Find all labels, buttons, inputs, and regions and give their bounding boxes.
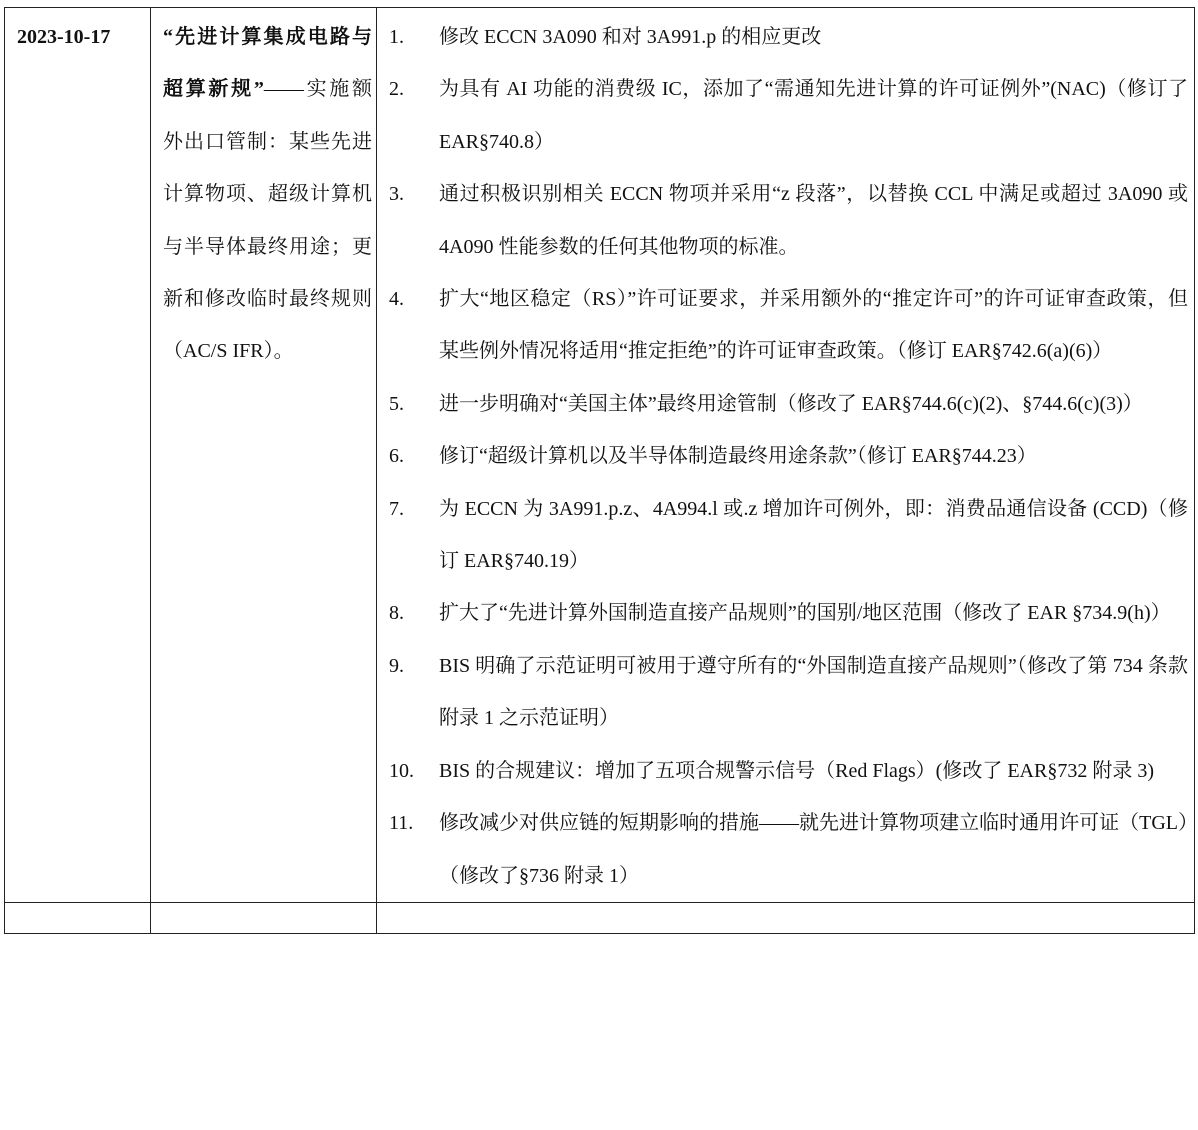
item-text: BIS 的合规建议：增加了五项合规警示信号（Red Flags）(修改了 EAR§732 附录 3) [439,759,1154,782]
item-number: 4. [389,288,404,311]
list-item [387,797,1188,902]
list-item [387,378,1188,430]
item-text: 扩大了“先进计算外国制造直接产品规则”的国别/地区范围（修改了 EAR §734.9(h)） [439,602,1171,625]
regulation-table [4,7,1195,934]
item-number: 6. [389,445,404,468]
item-text: BIS 明确了示范证明可被用于遵守所有的“外国制造直接产品规则”（修改了第 734 条款附录 1 之示范证明） [439,654,1188,730]
list-item [387,640,1188,745]
list-item [387,587,1188,639]
list-item [387,430,1188,482]
item-text: 通过积极识别相关 ECCN 物项并采用“z 段落”，以替换 CCL 中满足或超过 3A090 或 4A090 性能参数的任何其他物项的标准。 [439,183,1188,258]
item-number: 8. [389,602,404,625]
rule-title-description: ——实施额外出口管制：某些先进计算物项、超级计算机与半导体最终用途；更新和修改临时最终规则（AC/S IFR）。 [163,78,373,363]
changes-list [387,11,1188,902]
item-text: 为具有 AI 功能的消费级 IC，添加了“需通知先进计算的许可证例外”(NAC)（修订了 EAR§740.8） [439,78,1188,153]
list-item [387,273,1188,378]
empty-cell [5,902,151,933]
list-item [387,745,1188,797]
item-number: 9. [389,654,404,677]
item-number: 7. [389,497,404,520]
table-row [5,8,1195,903]
item-text: 进一步明确对“美国主体”最终用途管制（修改了 EAR§744.6(c)(2)、§744.6(c)(3)） [439,392,1143,415]
changes-cell [377,8,1195,903]
list-item [387,168,1188,273]
title-cell [151,8,377,903]
item-text: 修订“超级计算机以及半导体制造最终用途条款”（修订 EAR§744.23） [439,445,1037,468]
list-item [387,63,1188,168]
item-text: 修改 ECCN 3A090 和对 3A991.p 的相应更改 [439,26,822,48]
date-cell [5,8,151,903]
rule-date: 2023-10-17 [17,26,111,48]
item-number: 2. [389,78,404,101]
item-text: 修改减少对供应链的短期影响的措施——就先进计算物项建立临时通用许可证（TGL）（修改了§736 附录 1） [439,812,1188,887]
item-text: 扩大“地区稳定（RS）”许可证要求，并采用额外的“推定许可”的许可证审查政策，但某些例外情况将适用“推定拒绝”的许可证审查政策。（修订 EAR§742.6(a)(6)） [439,288,1188,363]
item-number: 5. [389,392,404,415]
item-number: 1. [389,26,404,48]
table-row-next [5,902,1195,933]
rule-title-bold: “先进计算集成电路与超算新规” [163,26,372,101]
item-text: 为 ECCN 为 3A991.p.z、4A994.l 或.z 增加许可例外，即：消费品通信设备 (CCD)（修订 EAR§740.19） [439,497,1188,573]
list-item [387,483,1188,588]
list-item [387,11,1188,63]
item-number: 10. [389,759,414,782]
item-number: 11. [389,812,414,835]
empty-cell [377,902,1195,933]
empty-cell [151,902,377,933]
item-number: 3. [389,183,404,206]
